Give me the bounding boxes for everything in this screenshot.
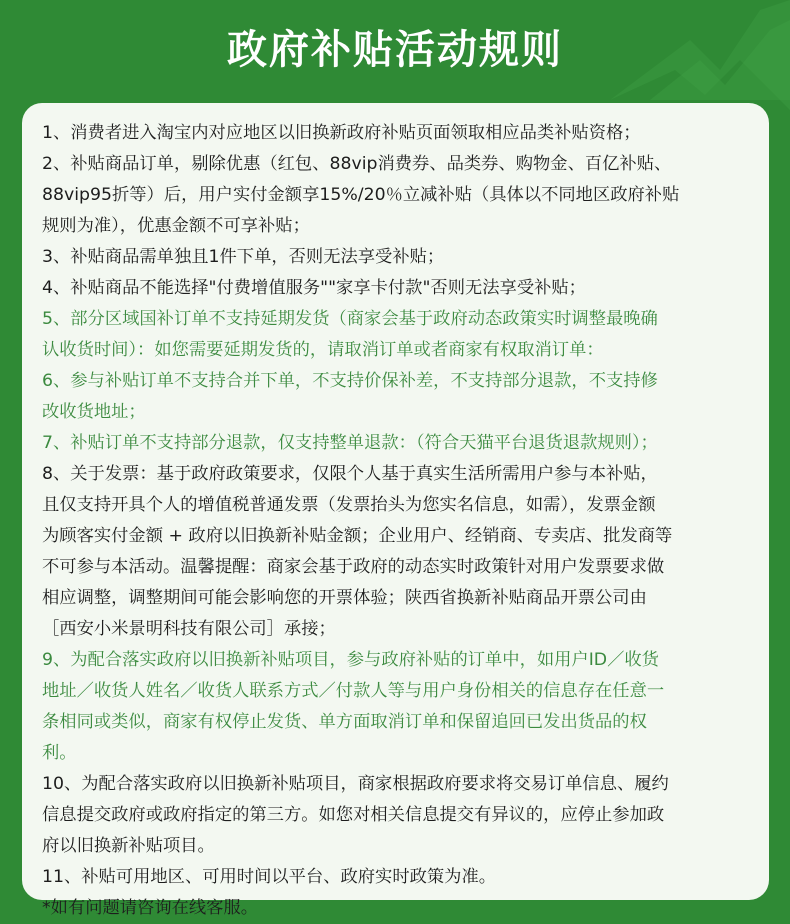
page-title: 政府补贴活动规则 (227, 27, 563, 73)
rule-2: 2、补贴商品订单，剔除优惠（红包、88vip消费券、品类券、购物金、百亿补贴、 88vip95折等）后，用户实付金额享15%/20％立减补贴（具体以不同地区政府补贴 规则为准），优惠金额不可享补贴； (42, 154, 680, 236)
rule-8: 8、关于发票：基于政府政策要求，仅限个人基于真实生活所需用户参与本补贴， 且仅支持开具个人的增值税普通发票（发票抬头为您实名信息，如需），发票金额 为顾客实付金额 + 政府以旧换新补贴金额；企业用户、经销商、专卖店、批发商等 不可参与本活动。温馨提醒：商家会基于政府的动态实时政策针对用户发票要求做 相应调整，调整期间可能会影响您的开票体验；陕西省换新补贴商品开票公司由 ［西安小米景明科技有限公司］承接； (42, 464, 673, 639)
rule-4: 4、补贴商品不能选择"付费增值服务""家享卡付款"否则无法享受补贴； (42, 278, 586, 298)
customer-service-note: *如有问题请咨询在线客服。 (42, 898, 259, 918)
rule-9: 9、为配合落实政府以旧换新补贴项目，参与政府补贴的订单中，如用户ID／收货 地址／收货人姓名／收货人联系方式／付款人等与用户身份相关的信息存在任意一 条相同或类似，商家有权停止发货、单方面取消订单和保留追回已发出货品的权 利。 (42, 650, 665, 763)
rule-3: 3、补贴商品需单独且1件下单，否则无法享受补贴； (42, 247, 445, 267)
rules-card (22, 103, 769, 918)
rule-10: 10、为配合落实政府以旧换新补贴项目，商家根据政府要求将交易订单信息、履约 信息提交政府或政府指定的第三方。如您对相关信息提交有异议的，应停止参加政 府以旧换新补贴项目。 (42, 774, 669, 856)
rule-1: 1、消费者进入淘宝内对应地区以旧换新政府补贴页面领取相应品类补贴资格； (42, 123, 641, 143)
rule-6: 6、参与补贴订单不支持合并下单，不支持价保补差，不支持部分退款，不支持修 改收货地址； (42, 371, 658, 422)
rule-7: 7、补贴订单不支持部分退款，仅支持整单退款：（符合天猫平台退货退款规则）； (42, 433, 658, 453)
rule-11: 11、补贴可用地区、可用时间以平台、政府实时政策为准。 (42, 867, 497, 887)
rule-5: 5、部分区域国补订单不支持延期发货（商家会基于政府动态政策实时调整最晚确 认收货时间）：如您需要延期发货的，请取消订单或者商家有权取消订单： (42, 309, 658, 360)
